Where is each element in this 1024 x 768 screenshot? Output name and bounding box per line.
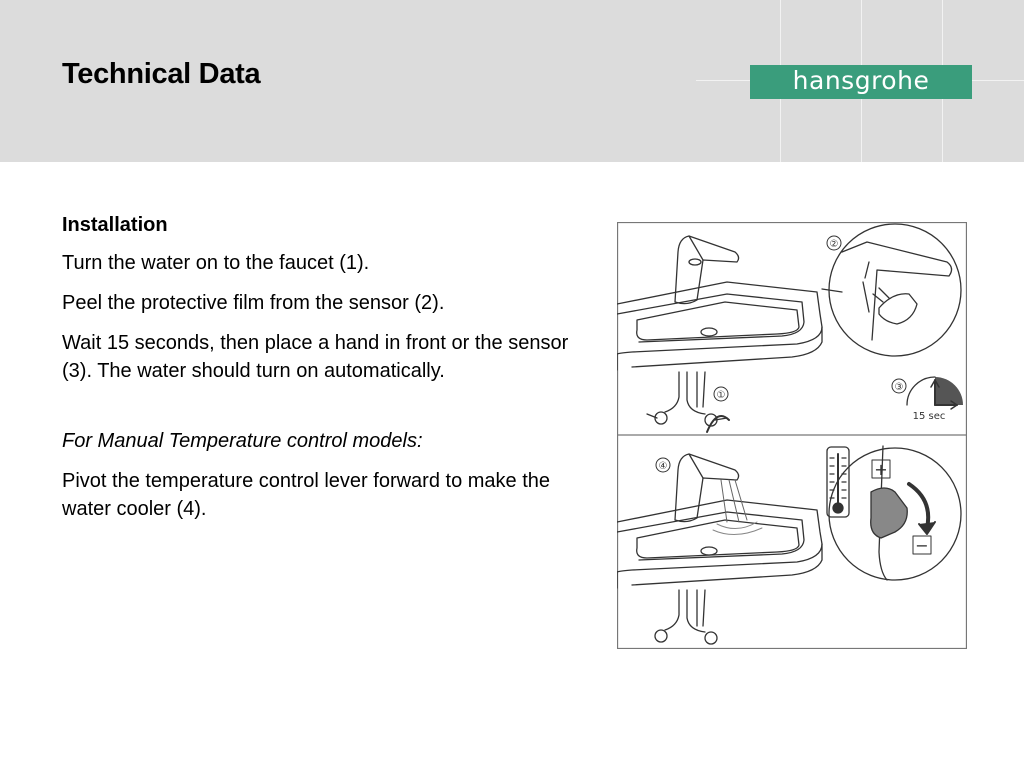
callout-1: ①	[716, 390, 726, 401]
basin-bottom-drawing	[617, 454, 822, 644]
sensor-detail	[829, 224, 961, 356]
timer-label: 15 sec	[912, 411, 946, 422]
installation-step: Turn the water on to the faucet (1).	[62, 252, 370, 274]
callout-3: ③	[894, 382, 904, 393]
manual-temperature-step: Pivot the temperature control lever forward to make the water cooler (4).	[62, 470, 551, 520]
installation-step: Wait 15 seconds, then place a hand in front or the sensor (3). The water should turn on automatically.	[62, 332, 569, 382]
installation-illustration	[617, 222, 967, 649]
thermometer-icon	[827, 447, 849, 517]
basin-top-drawing	[617, 236, 842, 432]
instructions	[62, 211, 592, 535]
minus-symbol: −	[915, 536, 929, 555]
callout-2: ②	[829, 239, 839, 250]
manual-temperature-heading: For Manual Temperature control models:	[62, 430, 423, 452]
plus-symbol: +	[874, 460, 888, 479]
callout-4: ④	[658, 461, 668, 472]
installation-step: Peel the protective film from the sensor (2).	[62, 292, 445, 314]
timer-icon	[907, 377, 963, 409]
hansgrohe-logo: hansgrohe	[750, 65, 972, 99]
installation-heading: Installation	[62, 214, 168, 236]
page-title: Technical Data	[62, 58, 261, 90]
header-band	[0, 0, 1024, 162]
